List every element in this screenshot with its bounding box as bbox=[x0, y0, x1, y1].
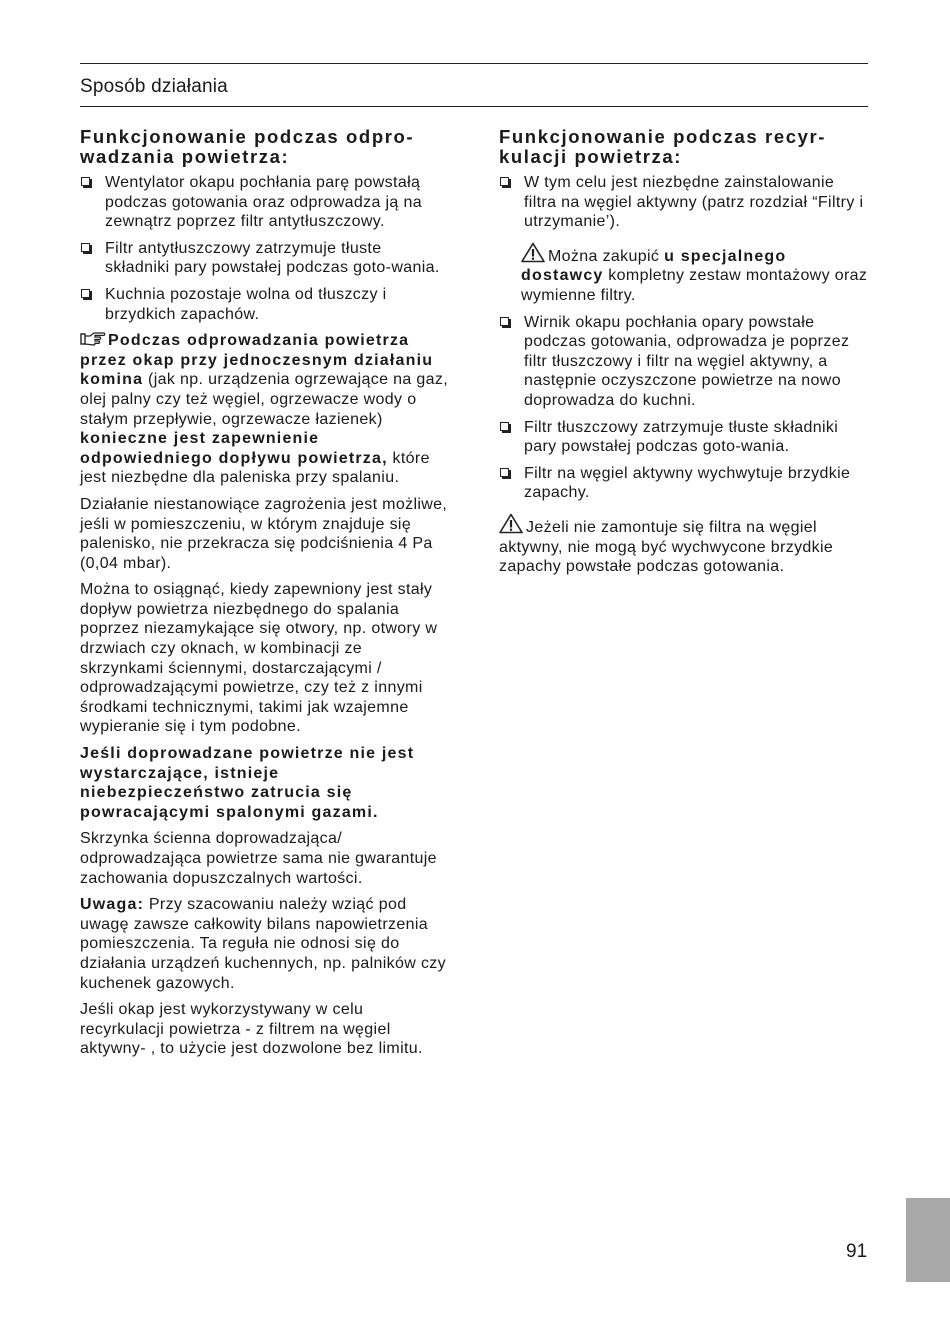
right-column bbox=[499, 127, 869, 584]
poisoning-warning: Jeśli doprowadzane powietrze nie jest wystarczające, istnieje niebezpieczeństwo zatrucia się powracającymi spalonymi gazami. bbox=[80, 745, 415, 821]
uwaga-text: Przy szacowaniu należy wziąć pod uwagę zawsze całkowity bilans napowietrzenia pomieszczenia. Ta reguła nie odnosi się do działania urządzeń kuchennych, np. palników czy kuchenek gazowych. bbox=[80, 896, 446, 992]
pointing-hand-icon bbox=[80, 331, 106, 347]
checkbox-bullet-icon bbox=[81, 243, 90, 252]
checkbox-bullet-icon bbox=[500, 468, 509, 477]
chapter-tab-marker bbox=[906, 1198, 950, 1282]
paragraph-wall-box: Skrzynka ścienna doprowadzająca/ odprowadzająca powietrze sama nie gwarantuje zachowania dopuszczalnych wartości. bbox=[80, 830, 437, 887]
left-column bbox=[80, 127, 450, 1066]
caution-text-b: kompletny zestaw montażowy oraz wymienne filtry. bbox=[521, 267, 868, 304]
note-text-2: które jest niezbędne dla paleniska przy spalaniu. bbox=[80, 449, 430, 487]
bullet-text: Filtr antytłuszczowy zatrzymuje tłuste składniki pary powstałej podczas goto-wania. bbox=[105, 239, 440, 277]
caution-carbon-filter bbox=[499, 513, 869, 577]
section-title: Sposób działania bbox=[80, 76, 228, 97]
checkbox-bullet-icon bbox=[81, 177, 90, 186]
uwaga-label: Uwaga: bbox=[80, 896, 145, 914]
bullet-text: W tym celu jest niezbędne zainstalowanie filtra na węgiel aktywny (patrz rozdział “Filtry i utrzymanie’). bbox=[524, 174, 864, 231]
page-number: 91 bbox=[846, 1241, 868, 1262]
bullet-text: Wentylator okapu pochłania parę powstałą podczas gotowania oraz odprowadza ją na zewnątrz poprzez filtr antytłuszczowy. bbox=[105, 174, 422, 231]
paragraph-recirculation-limit: Jeśli okap jest wykorzystywany w celu recyrkulacji powietrza - z filtrem na węgiel aktywny- , to użycie jest dozwolone bez limitu. bbox=[80, 1001, 423, 1058]
left-bullet-3 bbox=[80, 285, 450, 324]
note-bold-1: Podczas odprowadzania powietrza przez okap przy jednoczesnym działaniu komina bbox=[80, 332, 434, 389]
header-bottom-rule bbox=[80, 106, 868, 107]
note-bold-2: konieczne jest zapewnienie odpowiedniego dopływu powietrza, bbox=[80, 430, 388, 467]
bullet-text: Wirnik okapu pochłania opary powstałe podczas gotowania, odprowadza je poprzez filtr tłuszczowy i filtr na węgiel aktywny, a następnie oczyszczone powietrze na nowo doprowadza do kuchni. bbox=[524, 313, 850, 409]
header-top-rule bbox=[80, 63, 868, 64]
warning-triangle-icon bbox=[521, 242, 545, 263]
warning-triangle-icon bbox=[499, 513, 523, 534]
caution-2-text: Jeżeli nie zamontuje się filtra na węgiel aktywny, nie mogą być wychwycone brzydkie zapachy powstałe podczas gotowania. bbox=[499, 518, 834, 576]
right-bullet-1 bbox=[499, 173, 869, 232]
left-heading: Funkcjonowanie podczas odpro-wadzania powietrza: bbox=[80, 126, 415, 167]
left-bullet-1 bbox=[80, 173, 450, 232]
checkbox-bullet-icon bbox=[500, 177, 509, 186]
right-bullet-3 bbox=[499, 418, 869, 457]
right-bullet-2 bbox=[499, 313, 869, 411]
chimney-note bbox=[80, 331, 450, 488]
checkbox-bullet-icon bbox=[81, 289, 90, 298]
right-heading: Funkcjonowanie podczas recyr-kulacji powietrza: bbox=[499, 126, 827, 167]
note-text-1: (jak np. urządzenia ogrzewające na gaz, olej palny czy też węgiel, ogrzewacze wody o stałym przepływie, ogrzewacze łazienek) bbox=[80, 371, 449, 428]
bullet-text: Kuchnia pozostaje wolna od tłuszczy i brzydkich zapachów. bbox=[105, 285, 387, 323]
caution-accessories bbox=[499, 242, 869, 306]
bullet-text: Filtr tłuszczowy zatrzymuje tłuste składniki pary powstałej podczas goto-wania. bbox=[524, 418, 839, 456]
paragraph-ventilation: Można to osiągnąć, kiedy zapewniony jest stały dopływ powietrza niezbędnego do spalania poprzez niezamykające się otwory, np. otwory w drzwiach czy oknach, w kombinacji ze skrzynkami ściennymi, dostarczającymi / odprowadzającymi powietrze, czy też z innymi środkami technicznymi, takimi jak wzajemne wypieranie się i tym podobne. bbox=[80, 581, 438, 736]
paragraph-pressure: Działanie niestanowiące zagrożenia jest możliwe, jeśli w pomieszczeniu, w którym znajduje się palenisko, nie przekracza się podciśnienia 4 Pa (0,04 mbar). bbox=[80, 495, 448, 572]
caution-bold: u specjalnego dostawcy bbox=[521, 247, 787, 285]
right-bullet-4 bbox=[499, 464, 869, 503]
checkbox-bullet-icon bbox=[500, 422, 509, 431]
bullet-text: Filtr na węgiel aktywny wychwytuje brzydkie zapachy. bbox=[524, 464, 851, 502]
checkbox-bullet-icon bbox=[500, 317, 509, 326]
caution-text-a: Można zakupić bbox=[548, 247, 665, 265]
left-bullet-2 bbox=[80, 239, 450, 278]
uwaga-note bbox=[80, 895, 450, 993]
